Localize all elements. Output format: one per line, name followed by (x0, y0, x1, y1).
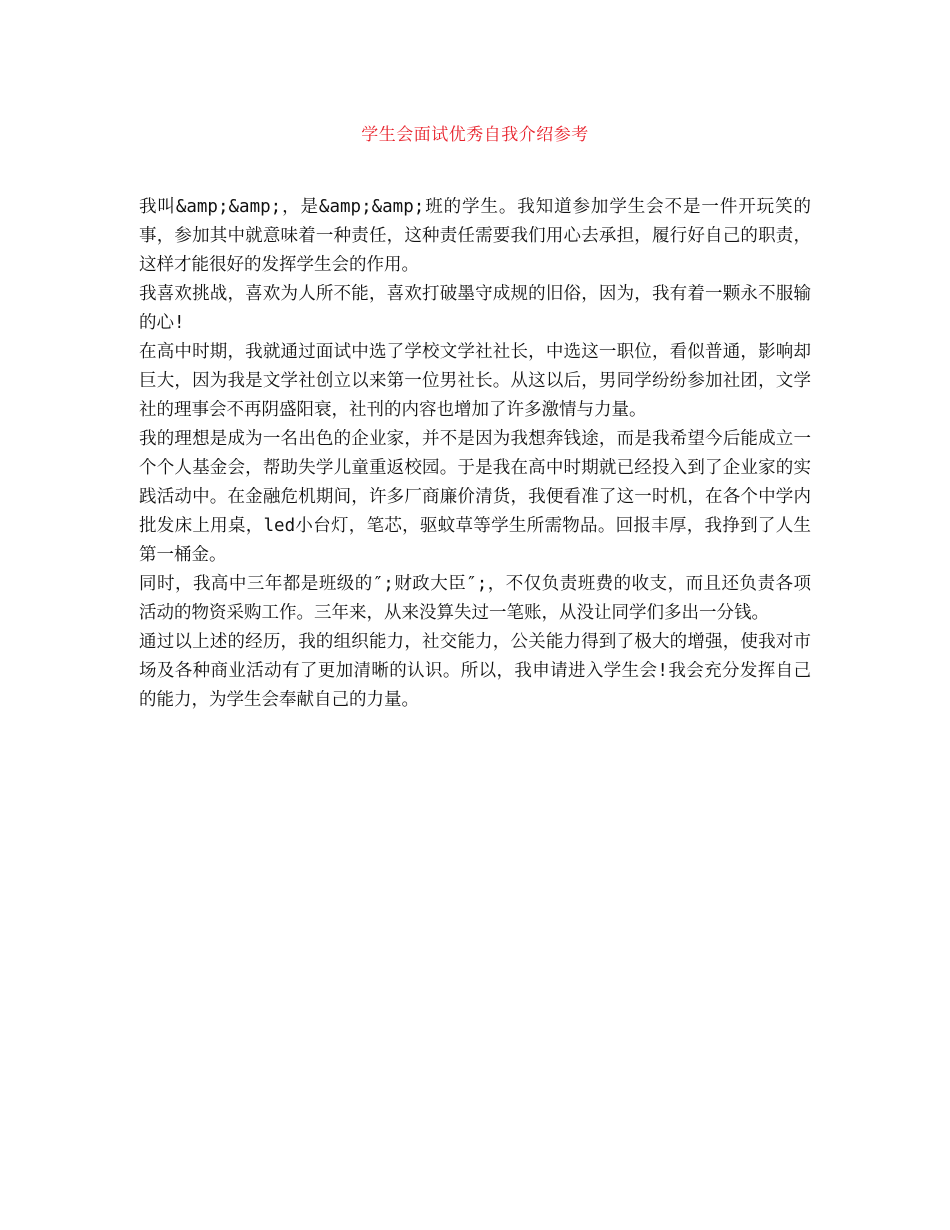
paragraph-4: 我的理想是成为一名出色的企业家，并不是因为我想奔钱途，而是我希望今后能成立一个个人基金会，帮助失学儿童重返校园。于是我在高中时期就已经投入到了企业家的实践活动中。在金融危机期间，许多厂商廉价清货，我便看准了这一时机，在各个中学内批发床上用桌，led小台灯，笔芯，驱蚊草等学生所需物品。回报丰厚，我挣到了人生第一桶金。 (139, 429, 811, 565)
paragraph-2: 我喜欢挑战，喜欢为人所不能，喜欢打破墨守成规的旧俗，因为，我有着一颗永不服输的心! (139, 284, 811, 333)
paragraph-3: 在高中时期，我就通过面试中选了学校文学社社长，中选这一职位，看似普通，影响却巨大，因为我是文学社创立以来第一位男社长。从这以后，男同学纷纷参加社团，文学社的理事会不再阴盛阳衰，社刊的内容也增加了许多激情与力量。 (139, 342, 811, 420)
paragraph-5: 同时，我高中三年都是班级的″;财政大臣″;，不仅负责班费的收支，而且还负责各项活动的物资采购工作。三年来，从来没算失过一笔账，从没让同学们多出一分钱。 (139, 574, 811, 623)
paragraph-6: 通过以上述的经历，我的组织能力，社交能力，公关能力得到了极大的增强，使我对市场及各种商业活动有了更加清晰的认识。所以，我申请进入学生会!我会充分发挥自己的能力，为学生会奉献自己的力量。 (139, 632, 811, 710)
paragraph-1: 我叫&amp;&amp;，是&amp;&amp;班的学生。我知道参加学生会不是一件开玩笑的事，参加其中就意味着一种责任，这种责任需要我们用心去承担，履行好自己的职责，这样才能很好的发挥学生会的作用。 (139, 197, 811, 275)
document-title: 学生会面试优秀自我介绍参考 (361, 125, 589, 145)
document-body (139, 193, 811, 715)
